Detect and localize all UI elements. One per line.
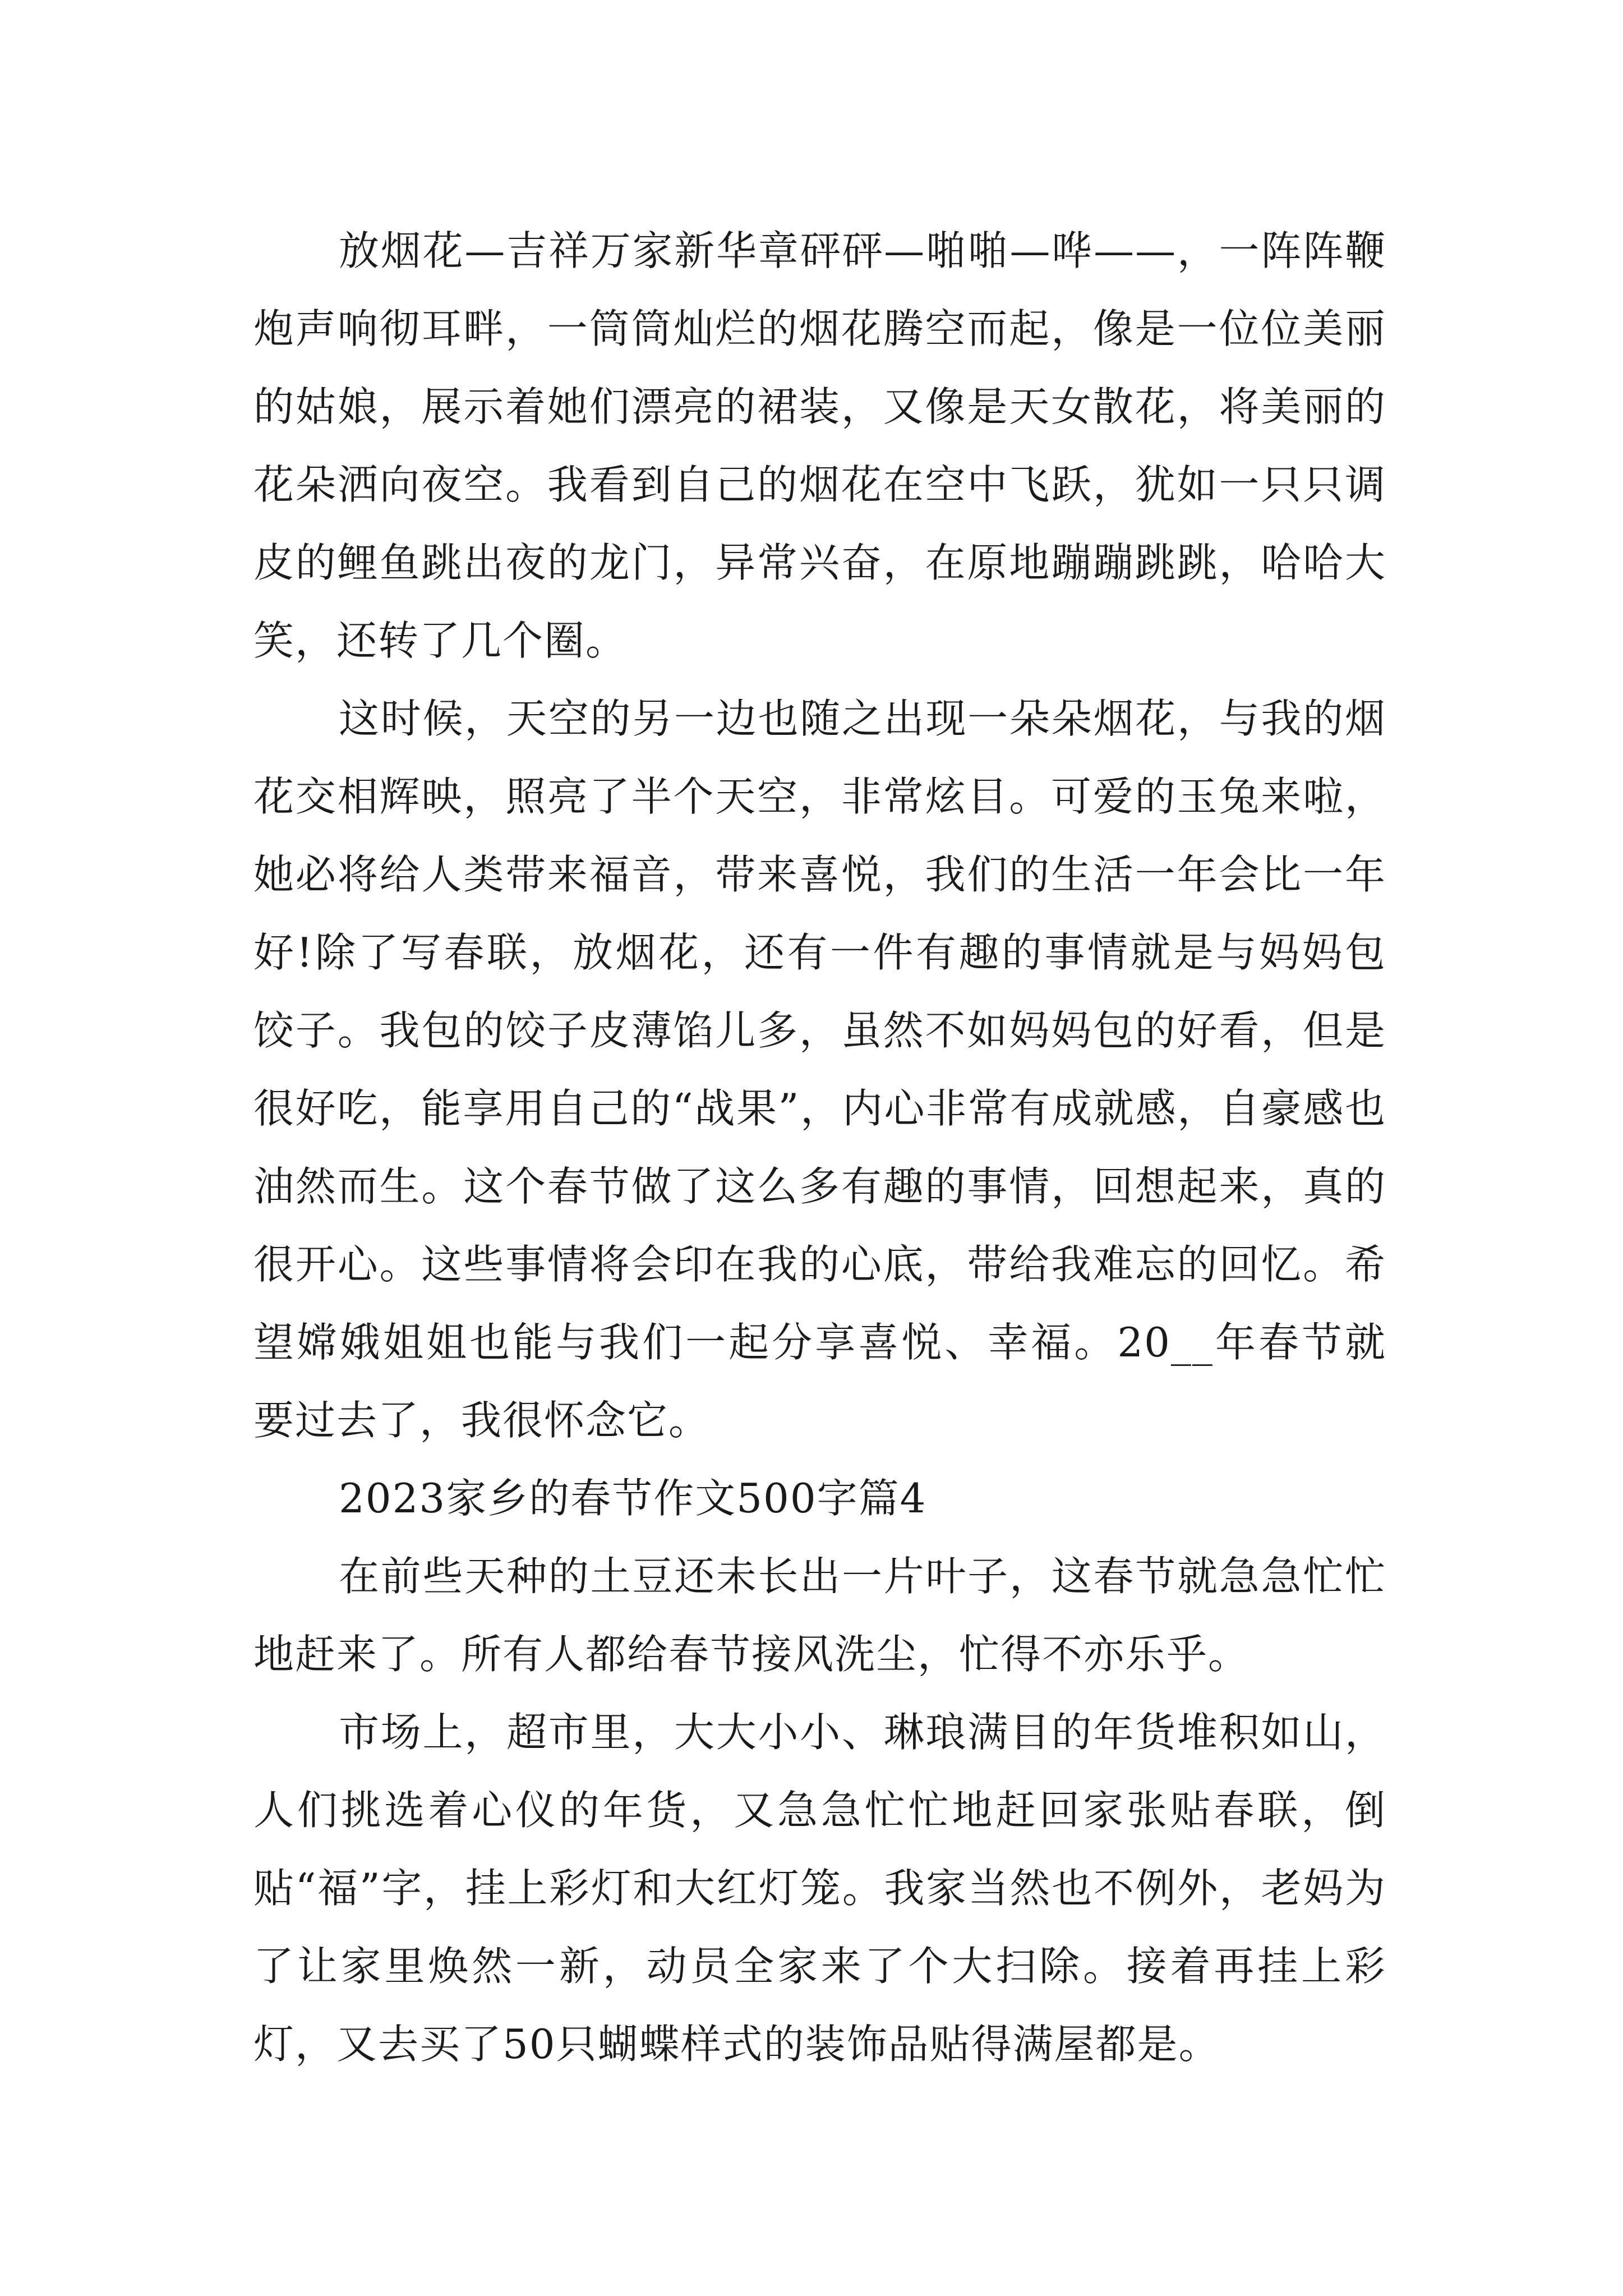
paragraph-potatoes: 在前些天种的土豆还未长出一片叶子，这春节就急急忙忙地赶来了。所有人都给春节接风洗尘，忙得不亦乐乎。 — [253, 1553, 1386, 1678]
section-heading: 2023家乡的春节作文500字篇4 — [339, 1475, 927, 1522]
paragraph-fireworks: 放烟花—吉祥万家新华章砰砰—啪啪—哗——，一阵阵鞭炮声响彻耳畔，一筒筒灿烂的烟花腾空而起，像是一位位美丽的姑娘，展示着她们漂亮的裙装，又像是天女散花，将美丽的花朵洒向夜空。我看到自己的烟花在空中飞跃，犹如一只只调皮的鲤鱼跳出夜的龙门，异常兴奋，在原地蹦蹦跳跳，哈哈大笑，还转了几个圈。 — [253, 227, 1386, 664]
paragraph-market: 市场上，超市里，大大小小、琳琅满目的年货堆积如山，人们挑选着心仪的年货，又急急忙忙地赶回家张贴春联，倒贴“福”字，挂上彩灯和大红灯笼。我家当然也不例外，老妈为了让家里焕然一新，动员全家来了个大扫除。接着再挂上彩灯，又去买了50只蝴蝶样式的装饰品贴得满屋都是。 — [253, 1709, 1386, 2068]
paragraph-sky: 这时候，天空的另一边也随之出现一朵朵烟花，与我的烟花交相辉映，照亮了半个天空，非常炫目。可爱的玉兔来啦，她必将给人类带来福音，带来喜悦，我们的生活一年会比一年好!除了写春联，放烟花，还有一件有趣的事情就是与妈妈包饺子。我包的饺子皮薄馅儿多，虽然不如妈妈包的好看，但是很好吃，能享用自己的“战果”，内心非常有成就感，自豪感也油然而生。这个春节做了这么多有趣的事情，回想起来，真的很开心。这些事情将会印在我的心底，带给我难忘的回忆。希望嫦娥姐姐也能与我们一起分享喜悦、幸福。20__年春节就要过去了，我很怀念它。 — [253, 695, 1386, 1444]
document-body — [253, 212, 1386, 2083]
